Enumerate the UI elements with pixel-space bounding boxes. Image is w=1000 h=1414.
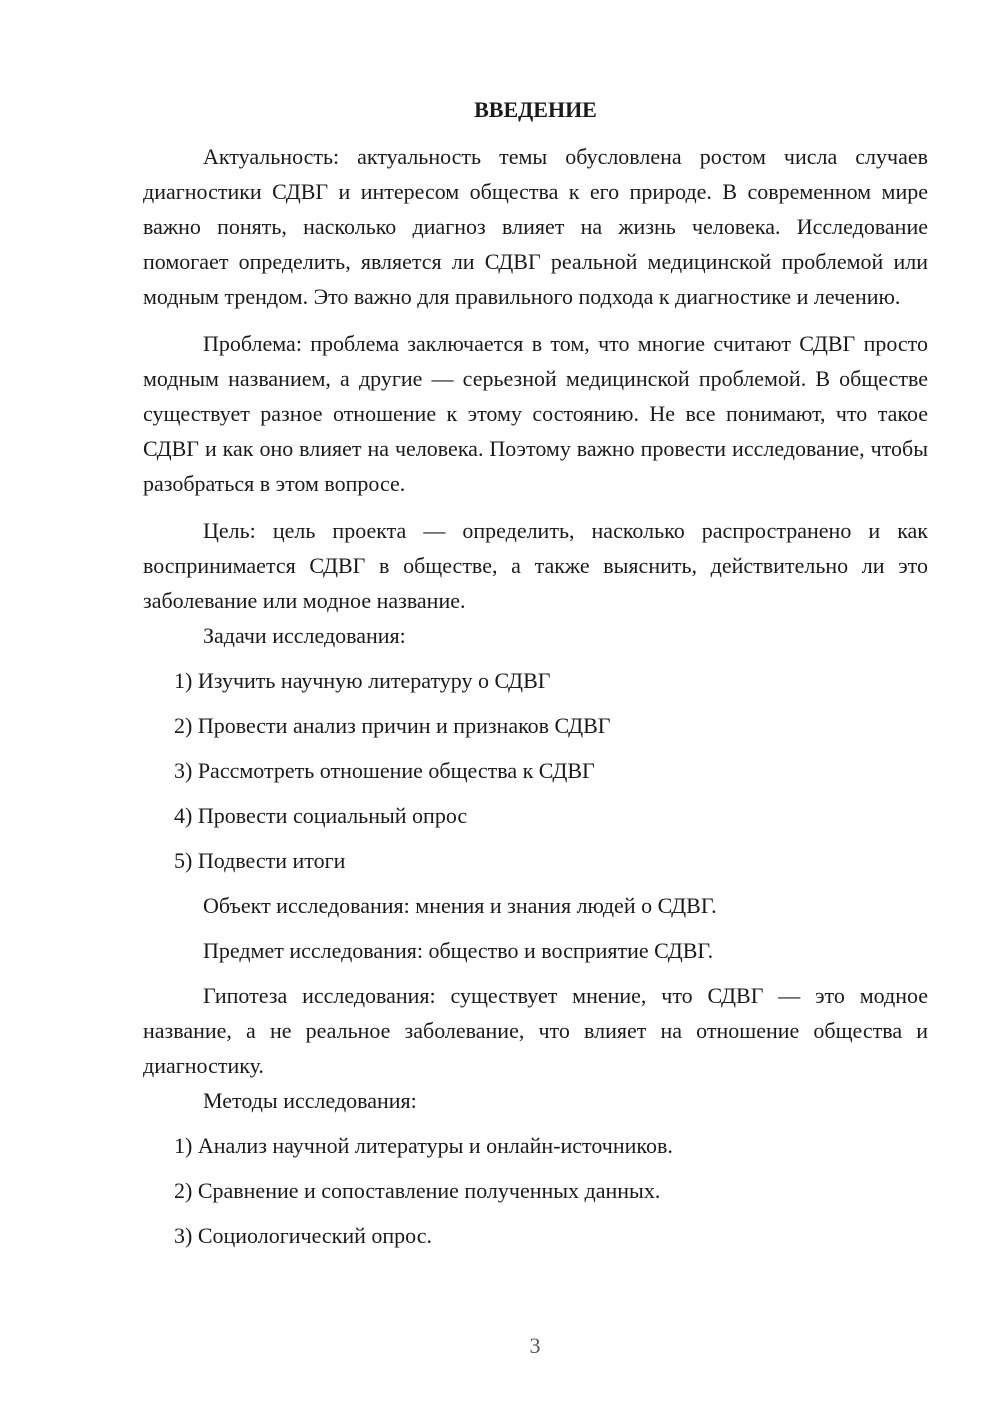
goal-paragraph: Цель: цель проекта — определить, насколько распространено и как воспринимается СДВГ в обществе, а также выяснить, действительно ли это заболевание или модное название.: [143, 518, 928, 613]
object-line: Объект исследования: мнения и знания людей о СДВГ.: [203, 893, 717, 918]
list-item: 3) Рассмотреть отношение общества к СДВГ: [174, 758, 595, 783]
tasks-title: Задачи исследования:: [203, 623, 406, 648]
problem-paragraph: Проблема: проблема заключается в том, что многие считают СДВГ просто модным названием, а другие — серьезной медицинской проблемой. В обществе существует разное отношение к этому состоянию. Не все понимают, что такое СДВГ и как оно влияет на человека. Поэтому важно провести исследование, чтобы разобраться в этом вопросе.: [143, 331, 928, 496]
list-item: 2) Провести анализ причин и признаков СДВГ: [174, 713, 611, 738]
page-content: [143, 92, 928, 1253]
page-number: 3: [529, 1333, 541, 1358]
list-item: 1) Изучить научную литературу о СДВГ: [174, 668, 551, 693]
section-heading: ВВЕДЕНИЕ: [474, 97, 597, 122]
relevance-paragraph: Актуальность: актуальность темы обусловлена ростом числа случаев диагностики СДВГ и интересом общества к его природе. В современном мире важно понять, насколько диагноз влияет на жизнь человека. Исследование помогает определить, является ли СДВГ реальной медицинской проблемой или модным трендом. Это важно для правильного подхода к диагностике и лечению.: [143, 144, 928, 309]
list-item: 2) Сравнение и сопоставление полученных данных.: [174, 1178, 661, 1203]
hypothesis-paragraph: Гипотеза исследования: существует мнение, что СДВГ — это модное название, а не реальное заболевание, что влияет на отношение общества и диагностику.: [143, 983, 928, 1078]
subject-line: Предмет исследования: общество и восприятие СДВГ.: [203, 938, 714, 963]
list-item: 1) Анализ научной литературы и онлайн-источников.: [174, 1133, 673, 1158]
list-item: 3) Социологический опрос.: [174, 1223, 432, 1248]
tasks-list: [143, 663, 928, 878]
list-item: 5) Подвести итоги: [174, 848, 346, 873]
methods-title: Методы исследования:: [203, 1088, 417, 1113]
list-item: 4) Провести социальный опрос: [174, 803, 468, 828]
methods-list: [143, 1128, 928, 1253]
